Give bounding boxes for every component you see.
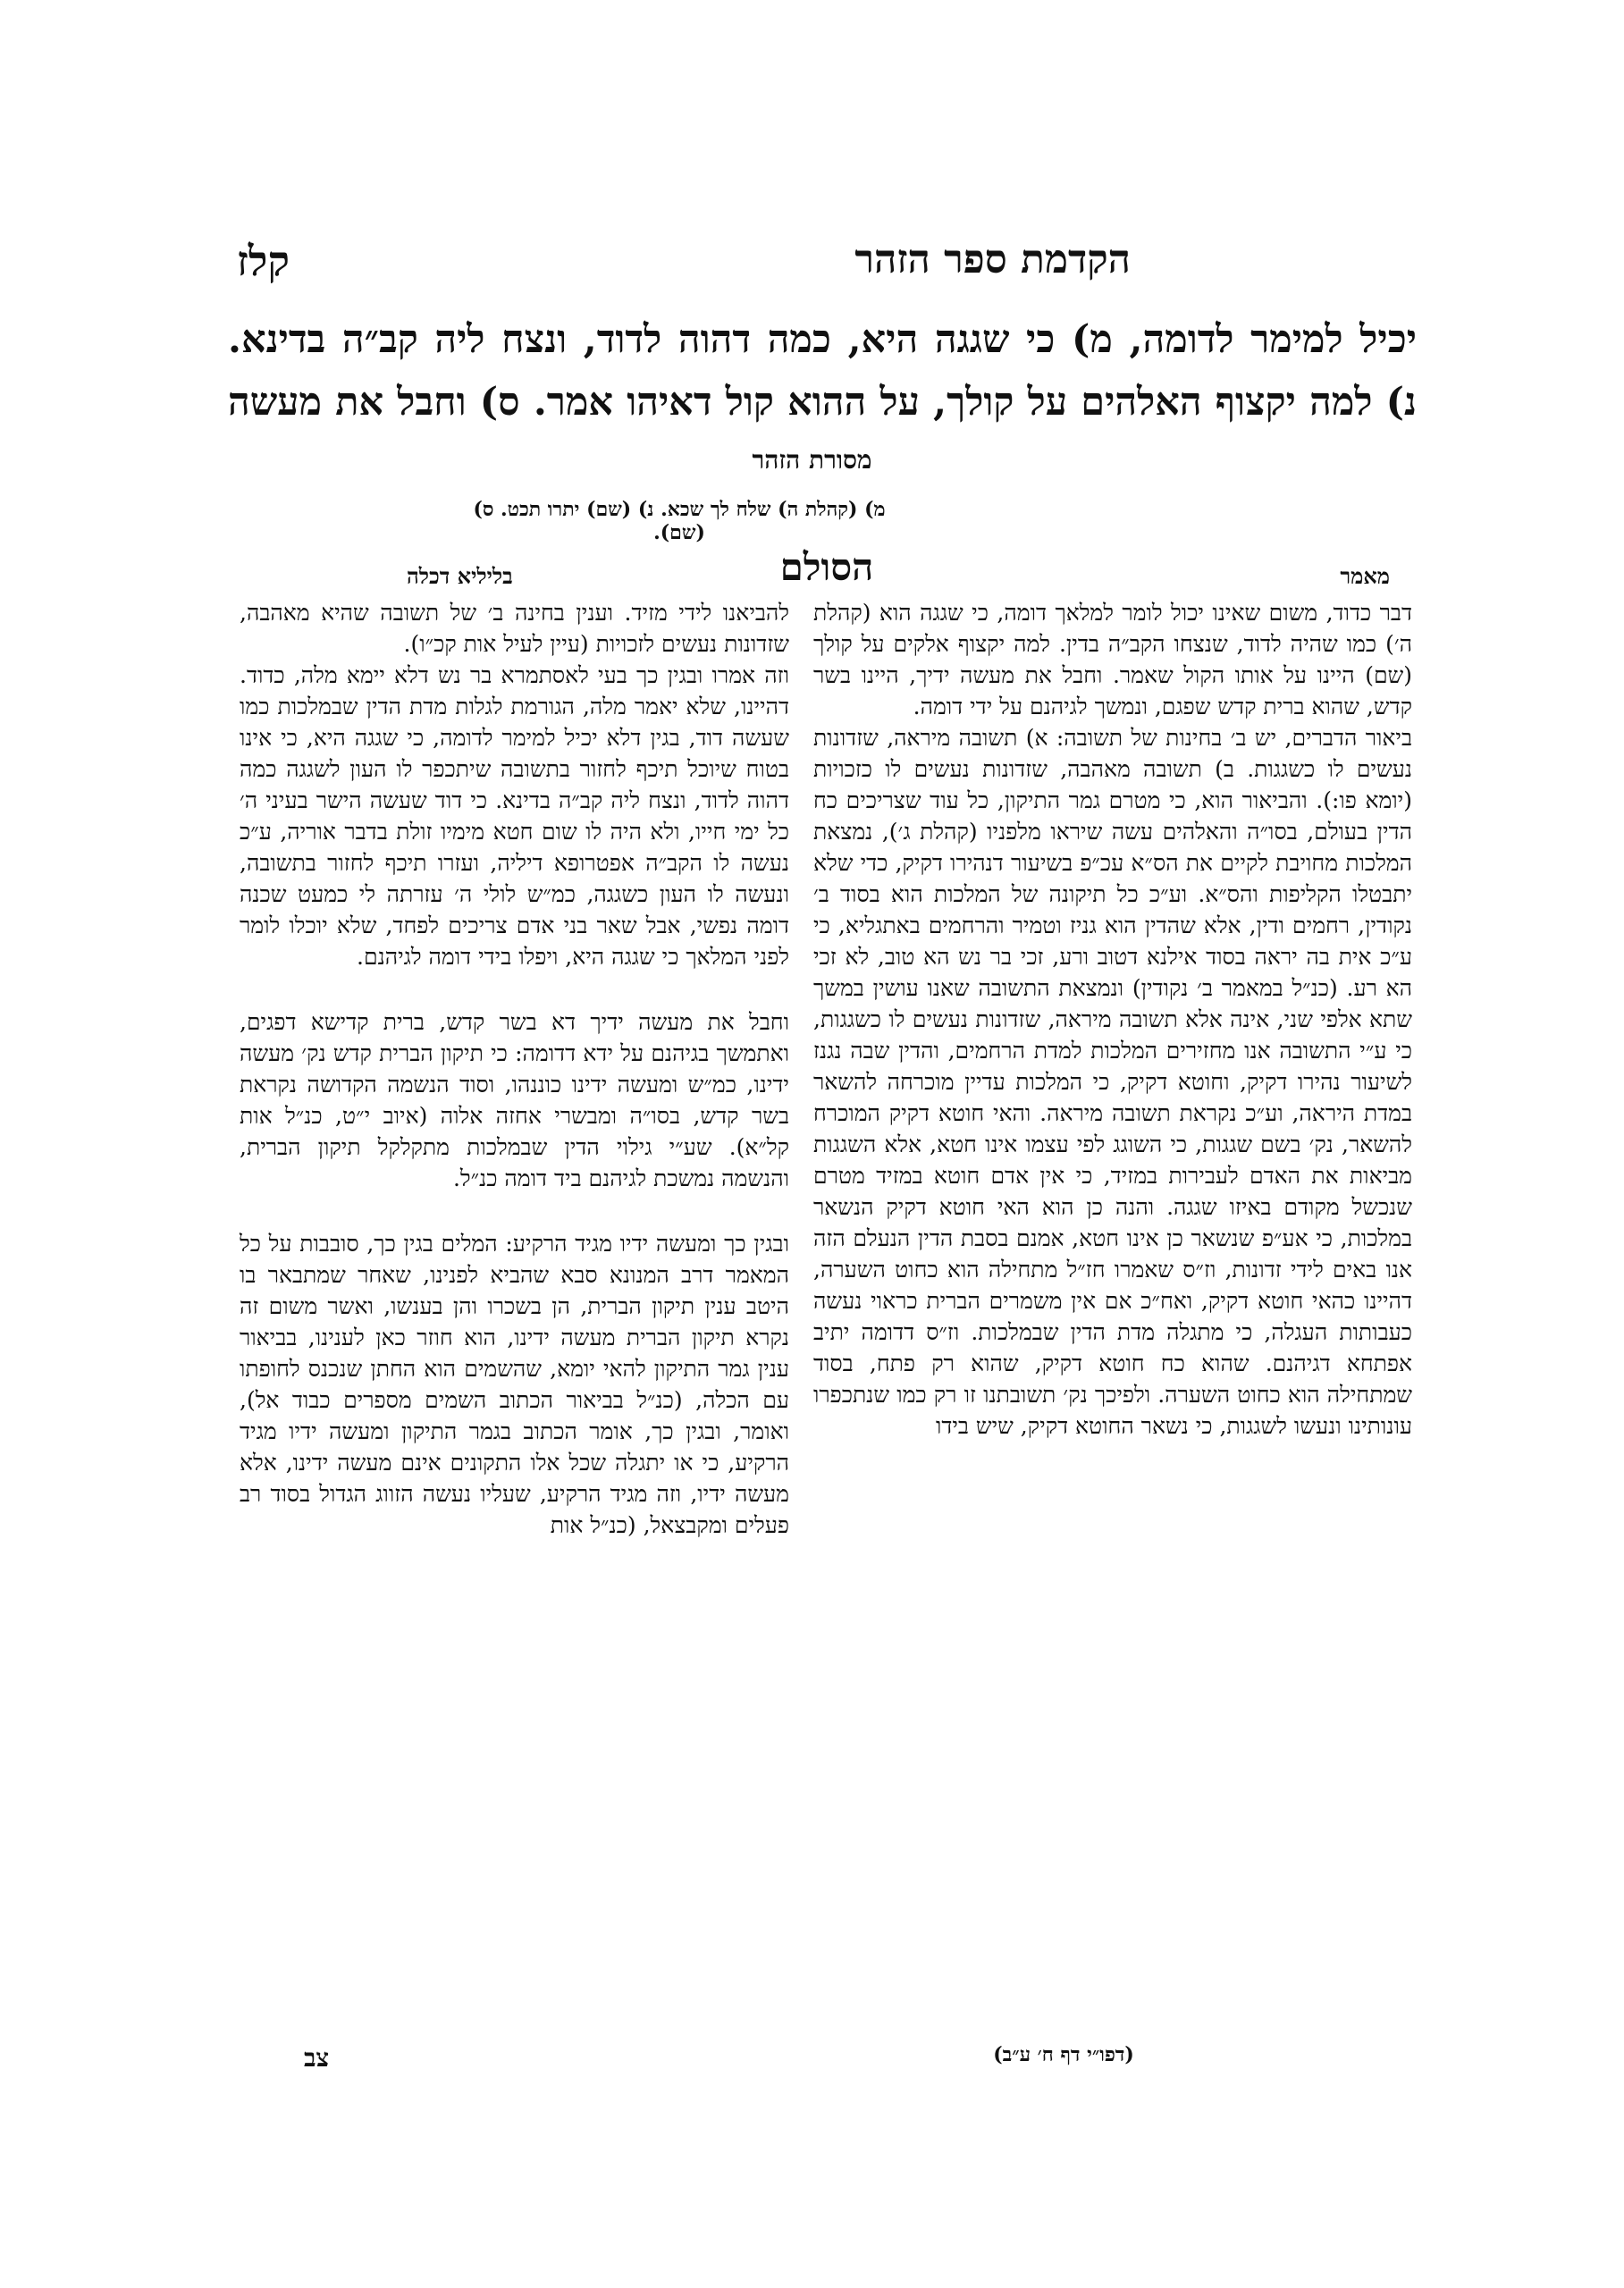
signature-mark: צב [304,2043,330,2073]
running-head [237,237,1399,299]
paragraph: דבר כדוד, משום שאינו יכול לומר למלאך דומה, כי שגגה הוא (קהלת ה׳) כמו שהיה לדוד, שנצחו הקב״ה בדין. למה יקצוף אלקים על קולך (שם) היינו על אותו הקול שאמר. וחבל את מעשה ידיך, היינו בשר קדש, שהוא ברית קדש שפגם, ונמשך לגיהנם על ידי דומה. [813,600,1412,719]
masoret-notes: מ) (קהלת ה) שלח לך שכא. נ) (שם) יתרו תכט. ס) (שם). [473,498,886,544]
masoret-title: מסורת הזהר [752,445,872,475]
right-column [813,597,1412,2045]
commentary-title: הסולם [779,545,874,589]
paragraph: ביאור הדברים, יש ב׳ בחינות של תשובה: א) תשובה מיראה, שזדונות נעשים לו כשגגות. ב) תשובה מאהבה, שזדונות נעשים לו כזכויות (יומא פו:). והביאור הוא, כי מטרם גמר התיקון, כל עוד שצריכים כח הדין בעולם, בסו״ה והאלהים עשה שיראו מלפניו (קהלת ג׳), נמצאת המלכות מחויבת לקיים את הס״א עכ״פ בשיעור דנהירו דקיק, כדי שלא יתבטלו הקליפות והס״א. וע״כ כל תיקונה של המלכות הוא בסוד ב׳ נקודין, רחמים ודין, אלא שהדין הוא גניז וטמיר והרחמים באתגליא, כי ע״כ אית בה יראה בסוד אילנא דטוב ורע, זכי בר נש הא טוב, לא זכי הא רע. (כנ״ל במאמר ב׳ נקודין) ונמצאת התשובה שאנו עושין במשך שתא אלפי שני, אינה אלא תשובה מיראה, שזדונות נעשים לו כשגגות, כי ע״י התשובה אנו מחזירים המלכות למדת הרחמים, והדין שבה נגנז לשיעור נהירו דקיק, וחוטא דקיק, כי המלכות עדיין מוכרחה להשאר במדת היראה, וע״כ נקראת תשובה מיראה. והאי חוטא דקיק המוכרח להשאר, נק׳ בשם שגגות, כי השוגג לפי עצמו אינו חטא, אלא השגגות מביאות את האדם לעבירות במזיד, כי אין אדם חוטא במזיד מטרם שנכשל מקודם באיזו שגגה. והנה כן הוא האי חוטא דקיק הנשאר במלכות, כי אע״פ שנשאר כן אינו חטא, אמנם בסבת הדין הנעלם הזה אנו באים לידי זדונות, וז״ס שאמרו חז״ל מתחילה הוא כחוט השערה, דהיינו כהאי חוטא דקיק, ואח״כ אם אין משמרים הברית כראוי נעשה כעבותות העגלה, כי מתגלה מדת הדין שבמלכות. וז״ס דדומה יתיב אפתחא דגיהנם. שהוא כח חוטא דקיק, שהוא רק פתח, בסוד שמתחילה הוא כחוט השערה. ולפיכך נק׳ תשובתנו זו רק כמו שנתכפרו עונותינו ונעשו לשגגות, כי נשאר החוטא דקיק, שיש בידו [813,725,1412,1439]
commentary-header [237,545,1426,599]
page-number: קלז [237,237,290,285]
paragraph: וחבל את מעשה ידיך דא בשר קדש, ברית קדישא דפגים, ואתמשך בגיהנם על ידא דדומה: כי תיקון הברית קדש נק׳ מעשה ידינו, כמ״ש ומעשה ידינו כוננהו, וסוד הנשמה הקדושה נקראת בשר קדש, בסו״ה ומבשרי אחזה אלוה (איוב י״ט, כנ״ל אות קל״א). שע״י גילוי הדין שבמלכות מתקלקל תיקון הברית, והנשמה נמשכת לגיהנם ביד דומה כנ״ל. [240,1009,789,1191]
paragraph: ובגין כך ומעשה ידיו מגיד הרקיע: המלים בגין כך, סובבות על כל המאמר דרב המנונא סבא שהביא לפנינו, שאחר שמתבאר בו היטב ענין תיקון הברית, הן בשכרו והן בענשו, ואשר משום זה נקרא תיקון הברית מעשה ידינו, הוא חוזר כאן לענינו, בביאור ענין גמר התיקון להאי יומא, שהשמים הוא החתן שנכנס לחופתו עם הכלה, (כנ״ל בביאור הכתוב השמים מספרים כבוד אל), ואומר, ובגין כך, אומר הכתוב בגמר התיקון ומעשה ידיו מגיד הרקיע, כי או יתגלה שכל אלו התקונים אינם מעשה ידינו, אלא מעשה ידיו, וזה מגיד הרקיע, שעליו נעשה הזווג הגדול בסוד רב פעלים ומקבצאל, (כנ״ל אות [240,1231,789,1538]
print-reference: (דפו״י דף ח׳ ע״ב) [993,2043,1134,2066]
article-label: מאמר [1340,563,1390,589]
zohar-source-text: יכיל למימר לדומה, מ) כי שגגה היא, כמה דהוה לדוד, ונצח ליה קב״ה בדינא. נ) למה יקצוף האלהים על קולך, על ההוא קול דאיהו אמר. ס) וחבל את מעשה [228,317,1417,425]
left-column [240,597,789,2018]
page-title: הקדמת ספר הזהר [854,237,1131,282]
article-name: בליליא דכלה [407,563,513,589]
paragraph: וזה אמרו ובגין כך בעי לאסתמרא בר נש דלא יימא מלה, כדוד. דהיינו, שלא יאמר מלה, הגורמת לגלות מדת הדין שבמלכות כמו שעשה דוד, בגין דלא יכיל למימר לדומה, כי שגגה היא, כי אינו בטוח שיוכל תיכף לחזור בתשובה שיתכפר לו העון לשגגה כמה דהוה לדוד, ונצח ליה קב״ה בדינא. כי דוד שעשה הישר בעיני ה׳ כל ימי חייו, ולא היה לו שום חטא מימיו זולת בדבר אוריה, ע״כ נעשה לו הקב״ה אפטרופא דיליה, ועזרו תיכף לחזור בתשובה, ונעשה לו העון כשגגה, כמ״ש לולי ה׳ עזרתה לי כמעט שכנה דומה נפשי, אבל שאר בני אדם צריכים לפחד, שלא יוכלו לומר לפני המלאך כי שגגה היא, ויפלו בידי דומה לגיהנם. [240,662,789,970]
paragraph: להביאנו לידי מזיד. וענין בחינה ב׳ של תשובה שהיא מאהבה, שזדונות נעשים לזכויות (עיין לעיל אות קכ״ו). [240,600,789,657]
